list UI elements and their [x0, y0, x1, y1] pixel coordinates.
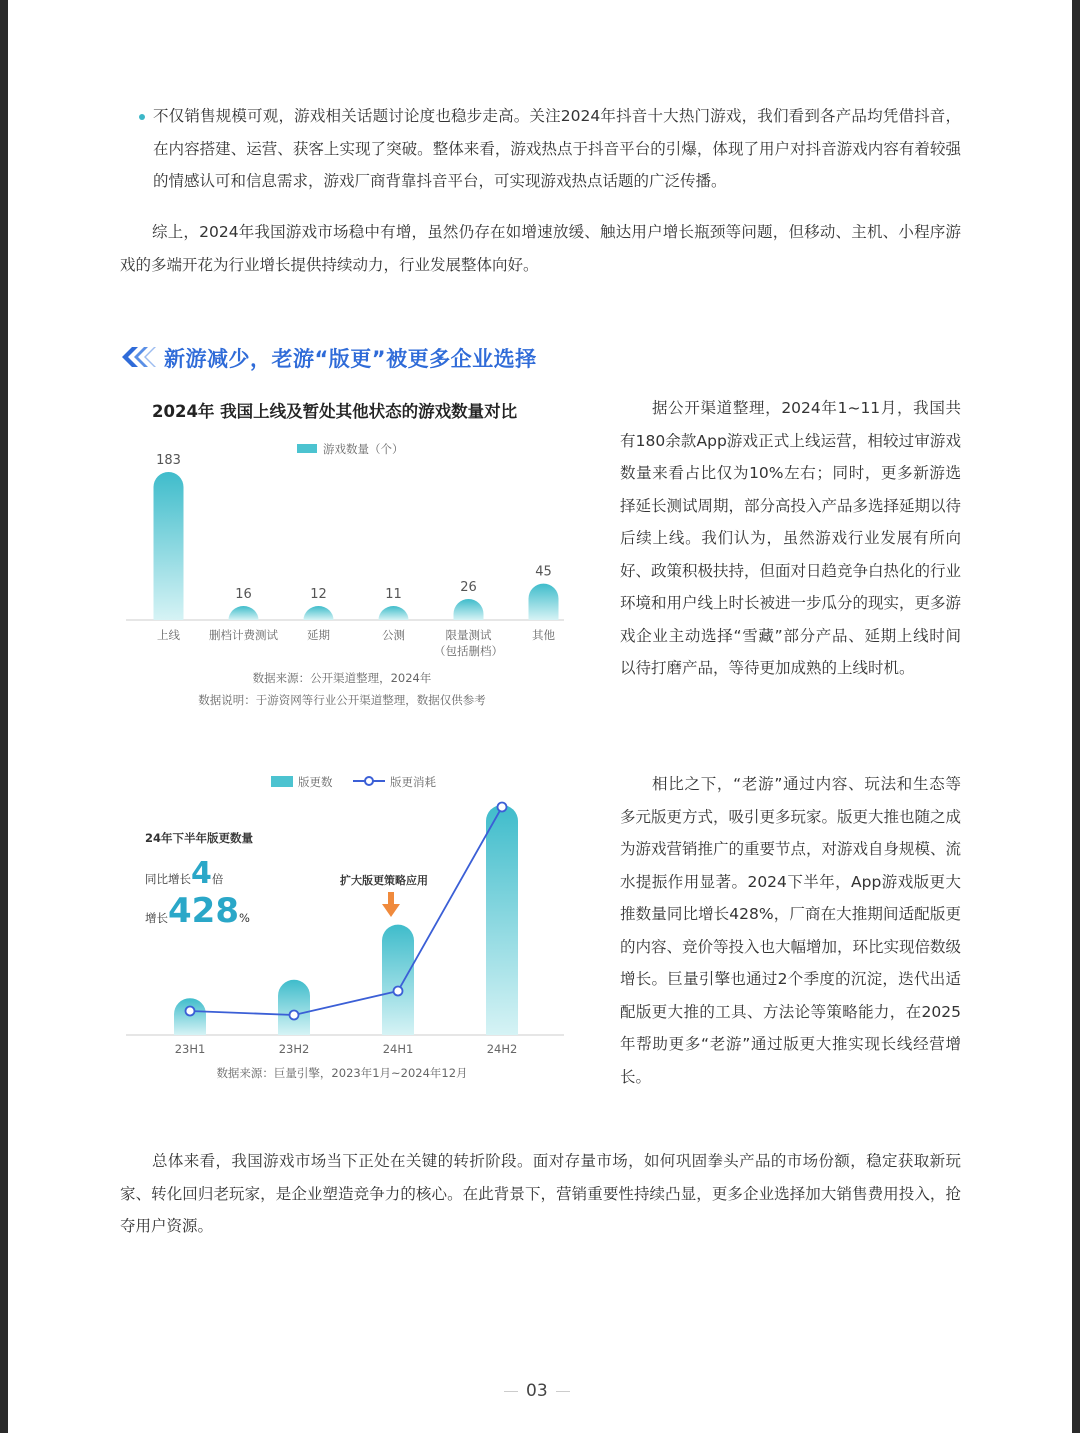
line-point-2: [394, 987, 403, 996]
strategy-annotation-label: 扩大版更策略应用: [340, 874, 428, 887]
footer-rule-right: [556, 1391, 570, 1392]
data-label-1: 16: [235, 587, 252, 602]
line-point-3: [498, 803, 507, 812]
category-label-0: 23H1: [174, 1042, 206, 1056]
data-label-0: 183: [156, 453, 181, 468]
right-paragraph-2: 相比之下，“老游”通过内容、玩法和生态等多元版更方式，吸引更多玩家。版更大推也随之成为游戏营销推广的重要节点，对游戏自身规模、流水提振作用显著。2024下半年，App游戏版更大推数量同比增长428%，厂商在大推期间适配版更的内容、竞价等投入也大幅增加，环比实现倍数级增长。巨量引擎也通过2个季度的沉淀，迭代出适配版更大推的工具、方法论等策略能力，在2025年帮助更多“老游”通过版更大推实现长线经营增长。: [620, 775, 962, 1086]
growth-value: 428: [168, 891, 239, 931]
data-label-2: 12: [310, 587, 327, 602]
footer-rule-left: [504, 1391, 518, 1392]
bar-3: [486, 805, 518, 1035]
growth-unit: %: [238, 911, 250, 925]
yoy-unit: 倍: [211, 872, 224, 886]
chart1-source: 数据来源：公开渠道整理，2024年: [252, 671, 432, 685]
chart2-annotation-box: [145, 830, 305, 931]
category-label-4-1: （包括删档）: [434, 644, 503, 658]
conclusion-paragraph: 总体来看，我国游戏市场当下正处在关键的转折阶段。面对存量市场，如何巩固拳头产品的市场份额，稳定获取新玩家、转化回归老玩家，是企业塑造竞争力的核心。在此背景下，营销重要性持续凸显，更多企业选择加大销售费用投入，抢夺用户资源。: [120, 1152, 961, 1235]
category-label-0: 上线: [157, 628, 180, 642]
report-page: [8, 0, 1072, 1433]
bar-0: [154, 472, 184, 620]
category-label-2: 24H1: [382, 1042, 414, 1056]
data-label-4: 26: [460, 579, 477, 595]
legend-marker: [365, 777, 373, 785]
legend-label: 游戏数量（个）: [323, 442, 404, 456]
yoy-prefix: 同比增长: [145, 872, 191, 886]
chart1-note: 数据说明：于游资网等行业公开渠道整理，数据仅供参考: [198, 693, 486, 707]
down-arrow-icon: [382, 892, 400, 918]
footer: [8, 1378, 1072, 1406]
intro-bullet-paragraph: 不仅销售规模可观，游戏相关话题讨论度也稳步走高。关注2024年抖音十大热门游戏，我们看到各产品均凭借抖音，在内容搭建、运营、获客上实现了突破。整体来看，游戏热点于抖音平台的引爆，体现了用户对抖音游戏内容有着较强的情感认可和信息需求，游戏厂商背靠抖音平台，可实现游戏热点话题的广泛传播。: [153, 107, 961, 190]
category-label-3: 24H2: [486, 1042, 518, 1056]
bar-2: [382, 925, 414, 1035]
growth-prefix: 增长: [145, 911, 168, 925]
bar-0: [174, 998, 206, 1035]
line-point-1: [290, 1011, 299, 1020]
bar-5: [529, 584, 559, 620]
category-label-1: 删档计费测试: [209, 628, 278, 642]
data-label-3: 11: [385, 587, 402, 602]
data-label-5: 45: [535, 564, 552, 580]
bullet-dot-icon: [139, 114, 145, 120]
category-label-2: 延期: [307, 628, 330, 642]
chart1-title: 2024年 我国上线及暂处其他状态的游戏数量对比: [152, 402, 518, 421]
section-header: [120, 340, 680, 376]
category-label-1: 23H2: [278, 1042, 310, 1056]
bar-2: [304, 606, 334, 620]
page-number: 03: [526, 1381, 548, 1401]
yoy-value: 4: [191, 856, 212, 891]
legend-swatch: [297, 444, 317, 453]
section-title: 新游减少，老游“版更”被更多企业选择: [164, 347, 537, 371]
chart2-source: 数据来源：巨量引擎，2023年1月~2024年12月: [216, 1066, 468, 1080]
right-paragraph-1: 据公开渠道整理，2024年1~11月，我国共有180余款App游戏正式上线运营，相较过审游戏数量来看占比仅为10%左右；同时，更多新游选择延长测试周期，部分高投入产品多选择延期以待后续上线。我们认为，虽然游戏行业发展有所向好、政策积极扶持，但面对日趋竞争白热化的行业环境和用户线上时长被进一步瓜分的现实，更多游戏企业主动选择“雪藏”部分产品、延期上线时间以待打磨产品，等待更加成熟的上线时机。: [620, 399, 962, 677]
bar-3: [379, 606, 409, 620]
line-point-0: [186, 1007, 195, 1016]
summary-paragraph: 综上，2024年我国游戏市场稳中有增，虽然仍存在如增速放缓、触达用户增长瓶颈等问题，但移动、主机、小程序游戏的多端开花为行业增长提供持续动力，行业发展整体向好。: [120, 223, 961, 274]
bar-1: [229, 606, 259, 620]
double-chevron-left-icon: [120, 345, 160, 369]
category-label-4: 限量测试: [445, 628, 492, 642]
legend-label-bars: 版更数: [298, 775, 333, 789]
chart1-plot: [112, 430, 572, 665]
legend-swatch-bars: [271, 776, 293, 787]
category-label-3: 公测: [382, 628, 405, 642]
annotation-box-title: 24年下半年版更数量: [145, 831, 254, 845]
legend-label-line: 版更消耗: [390, 775, 436, 789]
bar-4: [454, 599, 484, 620]
bar-1: [278, 980, 310, 1035]
category-label-5: 其他: [532, 628, 555, 642]
